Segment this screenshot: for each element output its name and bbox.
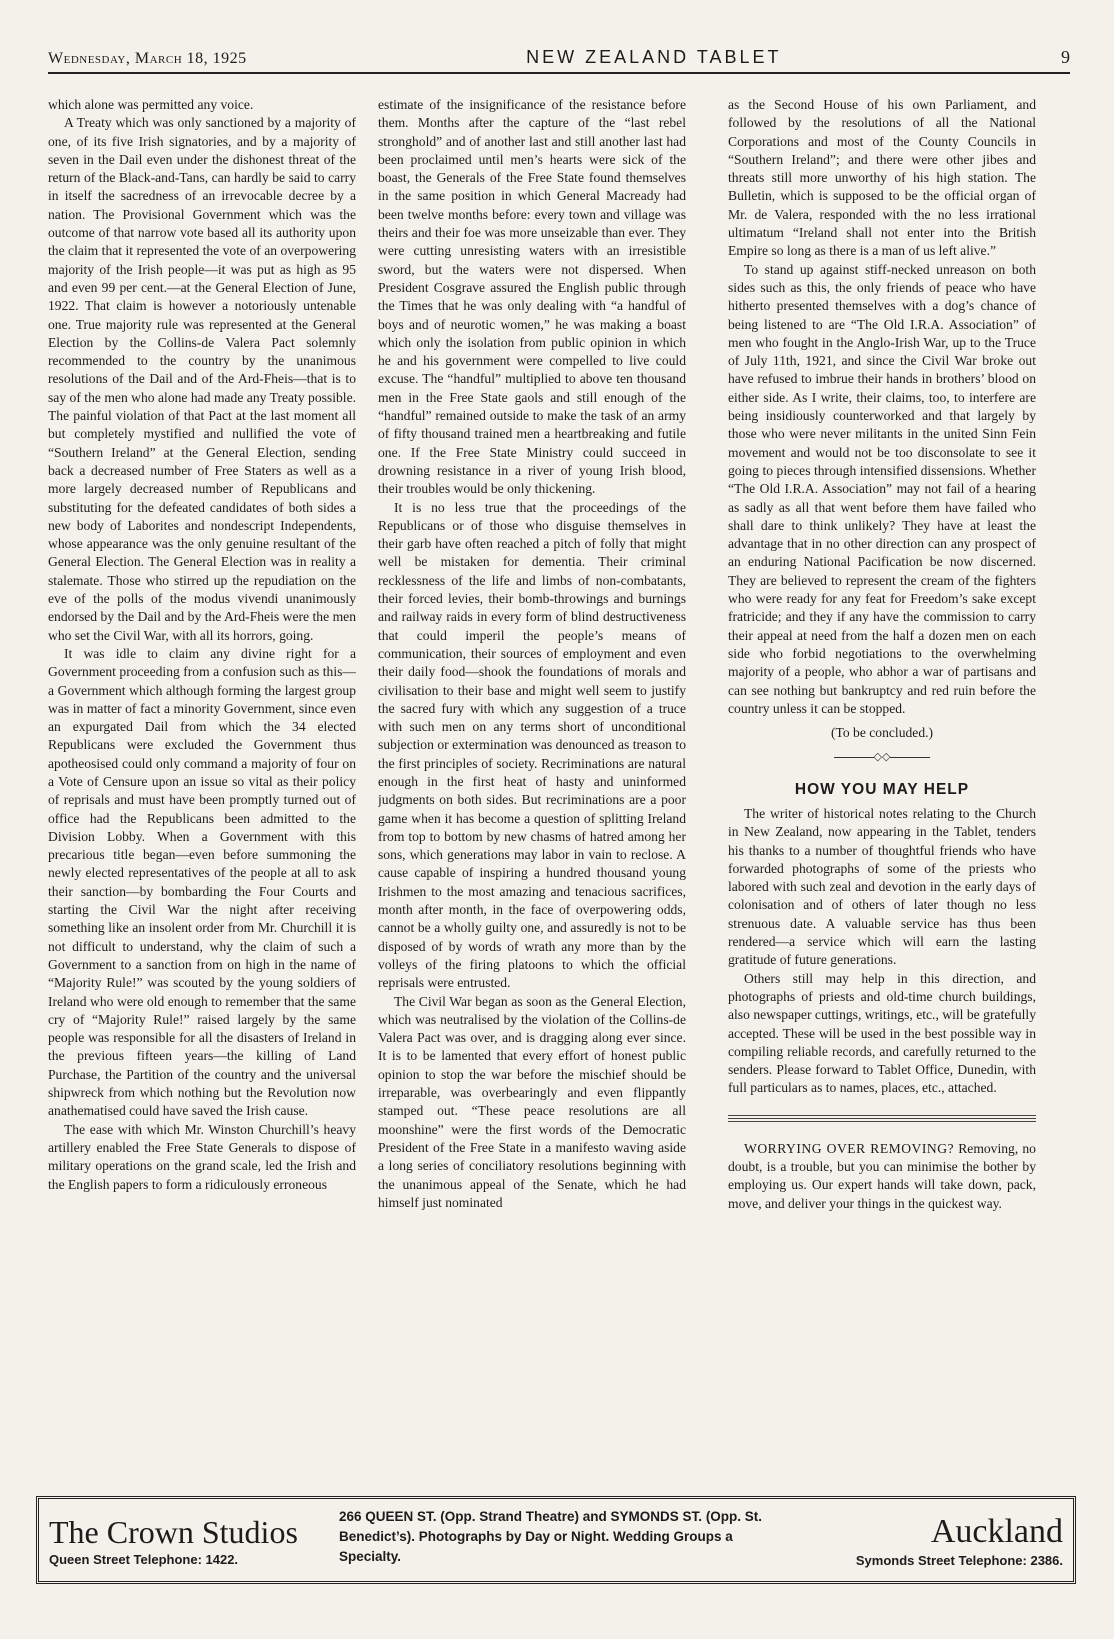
help-paragraph: Others still may help in this direction, and photographs of priests and old-time church buildings, also newspaper cuttings, writings, etc., will be gratefully accepted. These will be used in the best possible way in compiling reliable records, and carefully returned to the senders. Please forward to Tablet Office, Dunedin, with full particulars as to names, places, etc., attached. [728,970,1036,1096]
article-paragraph: as the Second House of his own Parliament, and followed by the resolutions of all the National Corporations and most of the County Councils in “Southern Ireland”; and there were other jibes and threats still more unworthy of his high station. The Bulletin, which is supposed to be the official organ of Mr. de Valera, responded with the no less irrational ultimatum “Ireland shall not enter into the British Empire so long as there is a man of us left alive.” [728,97,1036,259]
ad-right [793,1499,1073,1581]
removing-lead: WORRYING OVER REMOVING? [744,1140,955,1156]
article-paragraph: The ease with which Mr. Winston Churchill’s heavy artillery enabled the Free State Generals to dispose of military operations on the grand scale, led the Irish and the English papers to form a ridiculously erroneous [48,1121,356,1192]
page-number: 9 [1061,47,1070,67]
section-divider [728,748,1036,766]
article-column-2 [378,96,686,1486]
issue-date: Wednesday, March 18, 1925 [48,50,247,67]
article-paragraph: To stand up against stiff-necked unreason on both sides such as this, the only friends of peace who have hitherto presented themselves with a dog’s chance of being listened to are “The Old I.R.A. Association” of men who fought in the Anglo-Irish War, up to the Truce of July 11th, 1921, and since the Civil War broke out have refused to imbrue their hands in brothers’ blood on either side. As I write, their claims, too, to interfere are being insidiously counterworked and that largely by those who were never militants in the united Sinn Fein movement and would not be too disconsolate to see it going to pieces through intensified dissensions. Whether “The Old I.R.A. Association” may not fail of a hearing as sadly as all that went before them have failed who shall dare to think unlikely? They have at least the advantage that in no other direction can any prospect of an enduring National Pacification be now discerned. They are believed to represent the cream of the fighters who were ready for any feat for Freedom’s sake except fratricide; and they if any have the commission to carry their appeal at need from the half a dozen men on each side who forbid negotiations to the overwhelming majority of a people, who abhor a war of partisans and can see nothing but bankruptcy and red ruin before the country unless it can be stopped. [728,261,1036,716]
queen-street-telephone: Queen Street Telephone: 1422. [49,1551,239,1567]
studio-name: The Crown Studios [49,1513,298,1550]
divider-ornament-icon: ◇◇ [873,751,891,764]
article-paragraph: It was idle to claim any divine right for a Government proceeding from a confusion such as this—a Government which although forming the largest group was in matter of fact a minority Government, since even an expurgated Dail from which the 34 elected Republicans were excluded the Government thus apotheosised could only command a majority of four on a Vote of Censure upon an issue so vital as their policy of reprisals and must have been promptly turned out of office had the Republicans been admitted to the Division Lobby. When a Government with this precarious title began—even before summoning the newly elected representatives of the people at all to ask their sanction—by bombarding the Four Courts and starting the Civil War the night after receiving something like an insolent order from Mr. Churchill it is not difficult to understand, why the claim of such a Government to a sanction from on high in the name of “Majority Rule!” was scouted by the young soldiers of Ireland who were old enough to remember that the same cry of “Majority Rule!” raised largely by the same people was responsible for all the disasters of Ireland in the previous fifteen years—the killing of Land Purchase, the Partition of the country and the universal shipwreck from which nothing but the Revolution now anathematised could have saved the Irish cause. [48,645,356,1119]
crown-studios-ad [36,1496,1076,1584]
article-paragraph: A Treaty which was only sanctioned by a majority of one, of its five Irish signatories, and by a majority of seven in the Dail even under the dishonest threat of the return of the Black-and-Tans, can hardly be said to carry in itself the sacredness of an irrevocable decree by a nation. The Provisional Government which was the outcome of that narrow vote based all its authority upon the claim that it represented the vote of an overpowering majority of the Irish people—it was put as high as 95 and even 99 per cent.—at the General Election of June, 1922. That claim is however a notoriously untenable one. True majority rule was represented at the General Election by the Collins-de Valera Pact solemnly recommended to the country by the unanimous resolutions of the Dail and of the Ard-Fheis—that is to say of the men who alone had made any Treaty possible. The painful violation of that Pact at the last moment all but completely mystified and nullified the vote of “Southern Ireland” at the General Election, sending back a decreased number of Free Staters as well as a more largely decreased number of Republicans and substituting for the defeated candidates of both sides a new body of Laborites and nondescript Independents, whose appearance was the only genuine resultant of the General Election. The General Election was in reality a stalemate. Those who stirred up the repudiation on the eve of the polls of the modus vivendi unanimously endorsed by the Dail and by the Ard-Fheis were the men who set the Civil War, with all its horrors, going. [48,115,356,643]
newspaper-title: NEW ZEALAND TABLET [526,47,782,67]
article-column-1 [48,96,356,1486]
removing-body: Removing, no doubt, is a trouble, but you can minimise the bother by employing us. Our expert hands will take down, pack, move, and deliver your things in the quickest way. [728,1140,1036,1211]
to-be-concluded: (To be concluded.) [830,725,934,741]
article-paragraph: The Civil War began as soon as the General Election, which was neutralised by the violation of the Collins-de Valera Pact was over, and is dragging along ever since. It is to be lamented that every effort of honest public opinion to stop the war before the mischief should be irreparable, was overbearingly and even flippantly stamped out. “These peace resolutions are all moonshine” were the first words of the Democratic President of the Free State in a manifesto waving aside a long series of conciliatory resolutions beginning with the unanimous appeal of the Senate, which he had himself just nominated [378,993,686,1210]
ad-left [39,1499,329,1581]
help-paragraph: The writer of historical notes relating to the Church in New Zealand, now appearing in the Tablet, tenders his thanks to a number of thoughtful friends who have forwarded photographs of some of the priests who labored with such zeal and devotion in the early days of colonisation and of others of later though no less strenuous date. A valuable service has thus been rendered—a service which will earn the lasting gratitude of future generations. [728,805,1036,968]
article-paragraph: which alone was permitted any voice. [48,97,254,112]
article-paragraph: estimate of the insignificance of the resistance before them. Months after the capture of the “last rebel stronghold” and of another last and still another last had been proclaimed until men’s hearts were sick of the boast, the Generals of the Free State found themselves in the same position in which General Macready had been twelve months before: every town and village was theirs and their foe was more unseizable than ever. They were cutting unresisting waters with an irresistible sword, but the waters were not dispersed. When President Cosgrave assured the English public through the Times that he was only dealing with “a handful of boys and of neurotic women,” he was making a boast which only the isolation from public opinion in which he and his government were compelled to live could excuse. The “handful” multiplied to above ten thousand men in the Free State gaols and still enough of the “handful” remained outside to make the task of an army of fifty thousand trained men a heartbreaking and futile one. If the Free State Ministry could succeed in drowning resistance in a river of young Irish blood, their troubles would be only thickening. [378,97,686,497]
article-column-3 [728,96,1036,1486]
symonds-street-telephone: Symonds Street Telephone: 2386. [855,1552,1063,1568]
city-name: Auckland [930,1512,1063,1550]
hatched-rule [728,1114,1036,1122]
removing-notice [728,1140,1036,1213]
ad-details: 266 QUEEN ST. (Opp. Strand Theatre) and SYMONDS ST. (Opp. St. Benedict’s). Photographs by Day or Night. Wedding Groups a Specialty. [339,1509,763,1564]
masthead [48,44,1070,74]
help-heading: HOW YOU MAY HELP [794,780,970,798]
article-paragraph: It is no less true that the proceedings of the Republicans or of those who disguise themselves in their garb have often reached a pitch of folly that might well be mistaken for dementia. Their criminal recklessness of the life and limbs of non-combatants, their forced levies, their bomb-throwings and burnings and railway raids in every form of blind destructiveness that could imperil the people’s means of communication, their sources of employment and even their daily food—shook the foundations of morals and civilisation to their base and might well seem to justify the sacred fury with which any suggestion of a truce with such men on any terms short of unconditional subjection or extermination was denounced as treason to the first principles of society. Recriminations are natural enough in the first heat of hasty and uninformed judgments on both sides. But recriminations are a poor game when it has become a question of splitting Ireland from top to bottom by new chasms of hatred among her sons, which generations may labor in vain to reclose. A cause capable of inspiring a hundred thousand young Irishmen to the most amazing and tenacious sacrifices, month after month, in the face of overpowering odds, cannot be a wholly guilty one, and assuredly is not to be disposed of by words of wrath any more than by the volleys of the firing platoons to which the official reprisals were entrusted. [378,499,686,991]
